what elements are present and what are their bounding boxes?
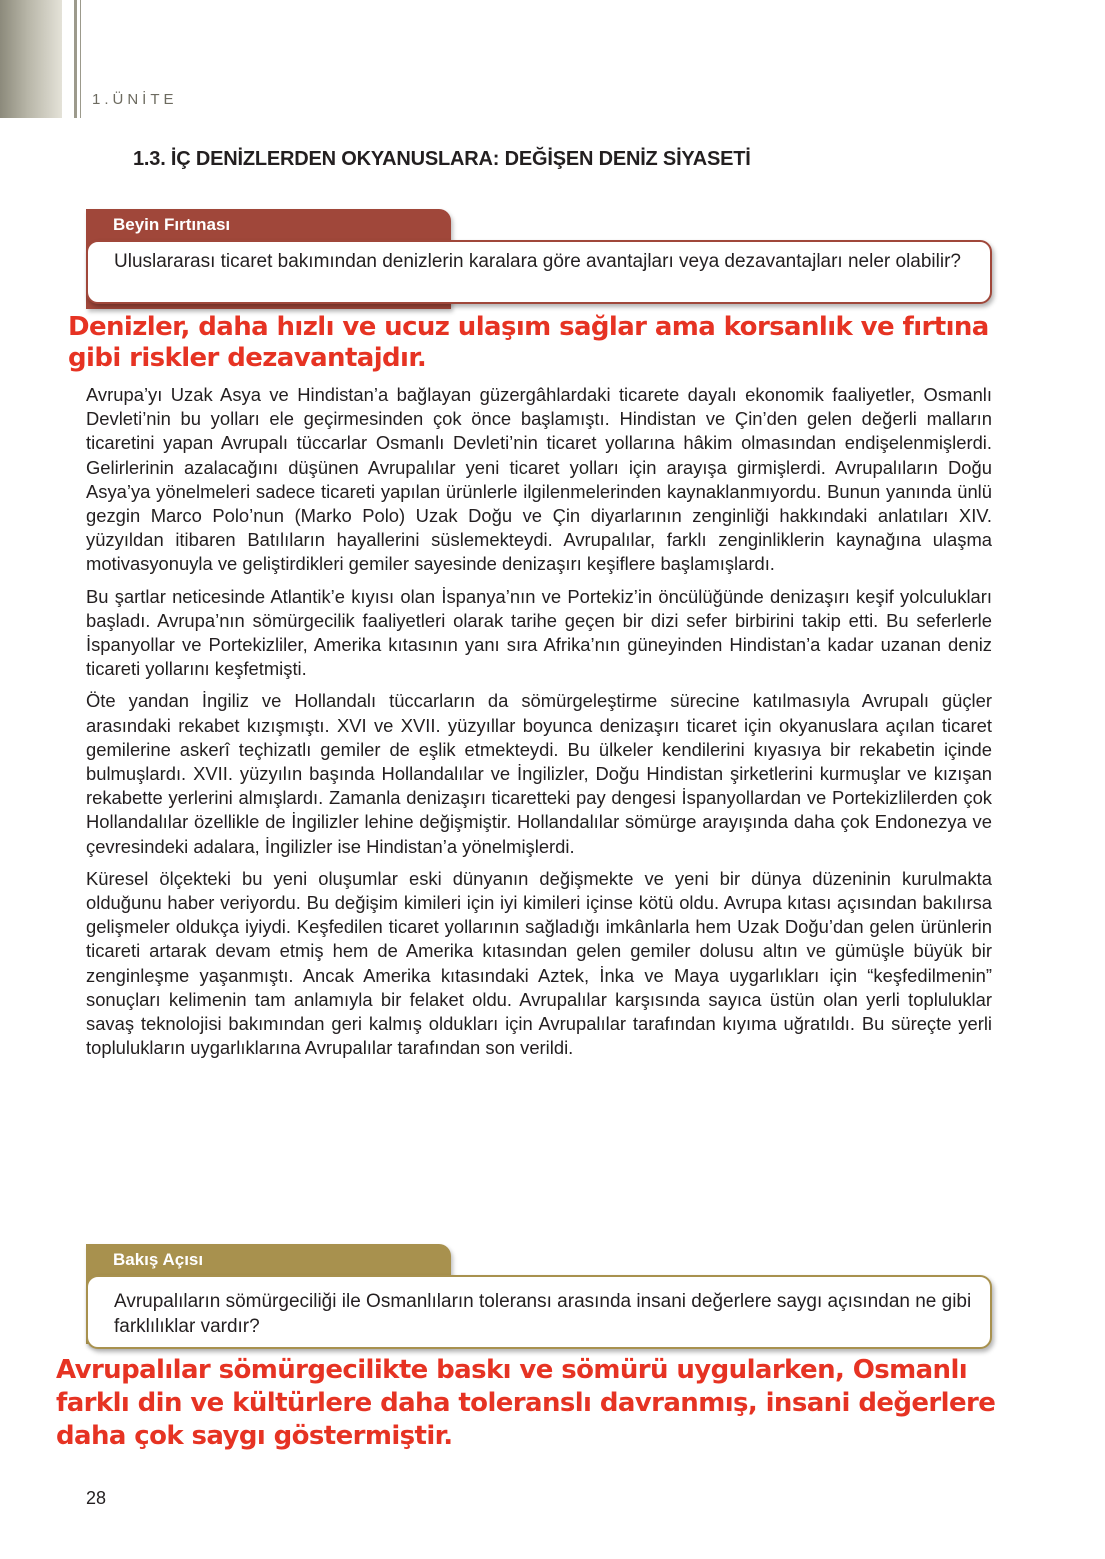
paragraph: Avrupa’yı Uzak Asya ve Hindistan’a bağlayan güzergâhlardaki ticarete dayalı ekonomik faaliyetler, Osmanlı Devleti’nin bu yolları ele geçirmesinden çok önce başlamıştı. Hindistan ve Çin’den gelen değerli malların ticaretini yapan Avrupalı tüccarlar Osmanlı Devleti’nin ticaret yollarına hâkim olmasından endişelenmişlerdi. Gelirlerinin azalacağını düşünen Avrupalılar yeni ticaret yolları için arayışa girmişlerdi. Avrupalıların Doğu Asya’ya yönelmeleri sadece ticareti yapılan ürünlerle ilgilenmelerinden kaynaklanmıyordu. Bunun yanında ünlü gezgin Marco Polo’nun (Marko Polo) Uzak Doğu ve Çin diyarlarının zenginliği hakkındaki anlatıları XIV. yüzyıldan itibaren Batılıların hayallerini süslemekteydi. Avrupalılar, farklı zenginliklerin kaynağına ulaşma motivasyonuyla ve geliştirdikleri gemiler sayesinde denizaşırı keşiflere başlamışlardı.: [86, 384, 992, 575]
section-title: 1.3. İÇ DENİZLERDEN OKYANUSLARA: DEĞİŞEN DENİZ SİYASETİ: [133, 148, 751, 170]
unit-label: 1.ÜNİTE: [92, 91, 178, 108]
brainstorm-answer: Denizler, daha hızlı ve ucuz ulaşım sağlar ama korsanlık ve fırtına gibi riskler dezavantajdır.: [68, 312, 989, 373]
page-number: 28: [86, 1488, 107, 1508]
perspective-answer: Avrupalılar sömürgecilikte baskı ve sömürü uygularken, Osmanlı farklı din ve kültürlere daha toleranslı davranmış, insani değerlere daha çok saygı göstermiştir.: [56, 1355, 996, 1451]
body-text: [86, 383, 992, 1068]
paragraph: Bu şartlar neticesinde Atlantik’e kıyısı olan İspanya’nın ve Portekiz’in öncülüğünde denizaşırı keşif yolculukları başladı. Avrupa’nın sömürgecilik faaliyetleri olarak tarihe geçen bir dizi sefer birbirini takip etti. Bu seferlerle İspanyollar ve Portekizliler, Amerika kıtasının yanı sıra Afrika’nın güneyinden Hindistan’a kadar uzanan deniz ticareti yollarını keşfetmişti.: [86, 585, 992, 680]
brainstorm-question: Uluslararası ticaret bakımından denizlerin karalara göre avantajları veya dezavantajları neler olabilir?: [114, 251, 961, 272]
paragraph: Öte yandan İngiliz ve Hollandalı tüccarların da sömürgeleştirme sürecine katılmasıyla Avrupalı güçler arasındaki rekabet kızışmıştı. XVI ve XVII. yüzyıllar boyunca denizaşırı ticaret için okyanuslara açılan ticaret gemilerine askerî teçhizatlı gemiler de eşlik etmekteydi. Bu ülkeler kendilerini kıyasıya bir rekabetin içinde bulmuşlardı. XVII. yüzyılın başında Hollandalılar ve İngilizler, Doğu Hindistan şirketlerini kurmuşlar ve kızışan rekabette yerlerini almışlardı. Zamanla denizaşırı ticaretteki pay dengesi İspanyollardan ve Portekizlilerden çok Hollandalılar özellikle de İngilizler lehine değişmiştir. Hollandalılar sömürge arayışında daha çok Endonezya ve çevresindeki adalara, İngilizler ise Hindistan’a yönelmişlerdi.: [86, 690, 992, 857]
corner-decoration: [0, 0, 62, 118]
margin-rule: [74, 0, 77, 118]
margin-rule-thin: [80, 0, 81, 118]
perspective-question: Avrupalıların sömürgeciliği ile Osmanlıların toleransı arasında insani değerlere saygı açısından ne gibi farklılıklar vardır?: [114, 1291, 972, 1337]
perspective-title-text: Bakış Açısı: [113, 1250, 204, 1269]
brainstorm-title-text: Beyin Fırtınası: [113, 215, 231, 234]
paragraph: Küresel ölçekteki bu yeni oluşumlar eski dünyanın değişmekte ve yeni bir dünya düzeninin kurulmakta olduğunu haber veriyordu. Bu değişim kimileri için iyi kimileri içinse kötü oldu. Avrupa kıtası açısından bakılırsa gelişmeler oldukça iyiydi. Keşfedilen ticaret yollarının sağladığı imkânlarla hem Uzak Doğu’dan gelen ürünlerin ticareti artarak devam etmiş hem de Amerika kıtasından gelen gemiler dolusu altın ve gümüşle büyük bir zenginleşme yaşanmıştı. Ancak Amerika kıtasındaki Aztek, İnka ve Maya uygarlıkları için “keşfedilmenin” sonuçları kelimenin tam anlamıyla bir felaket oldu. Avrupalılar karşısında sayıca üstün olan yerli topluluklar savaş teknolojisi bakımından geri kalmış oldukları için Avrupalılar tarafından kıyıma uğratıldı. Bu süreçte yerli toplulukların uygarlıklarına Avrupalılar tarafından son verildi.: [86, 867, 992, 1059]
brainstorm-question-box: [86, 240, 992, 304]
perspective-question-box: [86, 1275, 992, 1349]
